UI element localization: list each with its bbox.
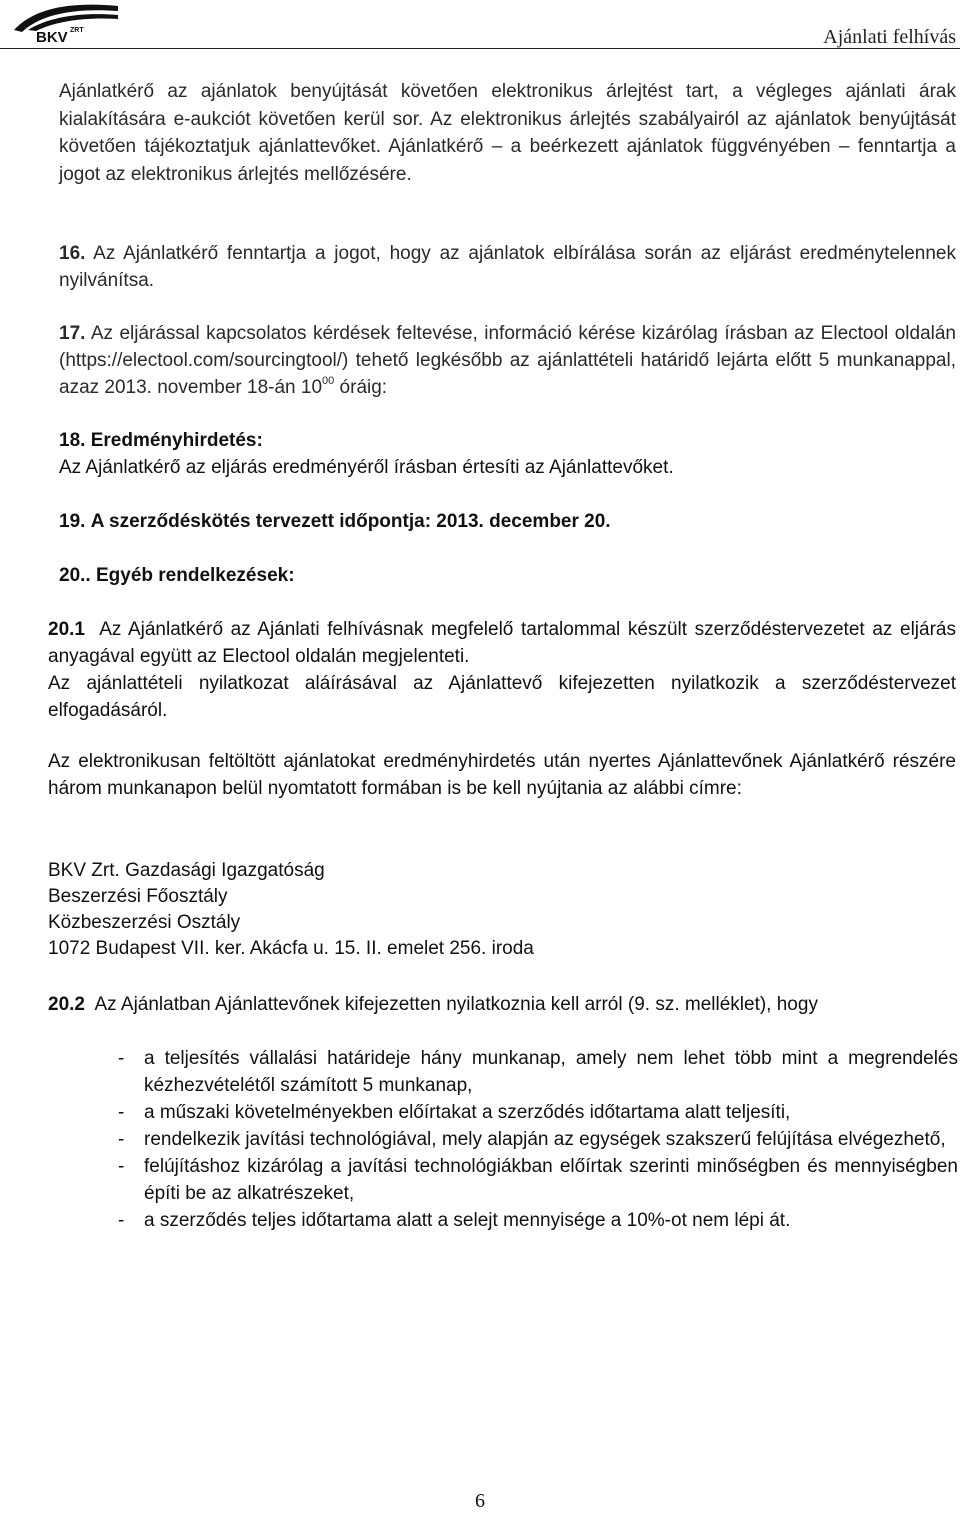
section-19-number: 19. [59,511,86,532]
page-header [0,0,960,56]
list-item: - a műszaki követelményekben előírtakat a szerződés időtartama alatt teljesíti, [118,1102,791,1123]
section-20-number: 20.. [59,565,91,586]
header-divider [0,48,960,49]
declaration-list [48,1045,958,1234]
section-20-2-number: 20.2 [48,994,85,1015]
section-17-number: 17. [59,323,86,344]
section-20-2 [48,991,956,1018]
list-item: - felújításhoz kizárólag a javítási technológiákban előírtak szerinti minőségben és mennyiségben építi be az alkatrészeket, [118,1156,958,1204]
page-number: 6 [475,1490,485,1512]
section-18 [59,427,956,481]
section-18-number: 18. [59,430,86,451]
list-item: - a teljesítés vállalási határideje hány munkanap, amely nem lehet több mint a megrendelés kézhezvételétől számított 5 munkanap, [118,1048,958,1096]
address-line: Beszerzési Főosztály [48,886,228,907]
delivery-paragraph: Az elektronikusan feltöltött ajánlatokat eredményhirdetés után nyertes Ajánlattevőnek Ajánlatkérő részére három munkanapon belül nyomtatott formában is be kell nyújtania az alábbi címre: [48,751,956,799]
section-20-1-number: 20.1 [48,619,85,640]
section-19-text: A szerződéskötés tervezett időpontja: 2013. december 20. [90,511,611,532]
address-line: Közbeszerzési Osztály [48,912,241,933]
list-item: - a szerződés teljes időtartama alatt a selejt mennyisége a 10%-ot nem lépi át. [118,1210,791,1231]
section-20-title: Egyéb rendelkezések: [95,565,295,586]
section-16 [59,240,956,294]
address-line: BKV Zrt. Gazdasági Igazgatóság [48,860,325,881]
section-16-text: Az Ajánlatkérő fenntartja a jogot, hogy az ajánlatok elbírálása során az eljárást eredménytelennek nyilvánítsa. [59,243,956,291]
logo-text: BKV [36,29,68,44]
section-20-2-text: Az Ajánlatban Ajánlattevőnek kifejezetten nyilatkoznia kell arról (9. sz. melléklet), hogy [94,994,818,1015]
section-19 [59,508,956,535]
section-20-1-text: Az Ajánlatkérő az Ajánlati felhívásnak megfelelő tartalommal készült szerződéstervezetet az eljárás anyagával együtt az Electool oldalán megjelenteti. [48,619,956,667]
delivery-address [48,858,534,962]
section-20-1-text2: Az ajánlattételi nyilatkozat aláírásával az Ajánlattevő kifejezetten nyilatkozik a szerződéstervezet elfogadásáról. [48,673,956,721]
list-item: - rendelkezik javítási technológiával, mely alapján az egységek szakszerű felújítása elvégezhető, [118,1129,946,1150]
section-17-sup: 00 [322,375,335,387]
section-17-tail: óráig: [334,377,388,398]
section-17-text: Az eljárással kapcsolatos kérdések feltevése, információ kérése kizárólag írásban az Electool oldalán (https://electool.com/sourcingtool/) tehető legkésőbb az ajánlattételi határidő lejárta előtt 5 munkanappal, azaz 2013. november 18-án 10 [59,323,956,398]
section-18-title: Eredményhirdetés: [90,430,263,451]
section-17 [59,320,956,401]
header-title: Ajánlati felhívás [823,26,956,48]
section-20 [59,562,956,589]
section-18-text: Az Ajánlatkérő az eljárás eredményéről írásban értesíti az Ajánlattevőket. [59,457,674,478]
bkv-logo [6,0,122,44]
intro-paragraph: Ajánlatkérő az ajánlatok benyújtását követően elektronikus árlejtést tart, a végleges ajánlati árak kialakítására e-aukciót követően kerül sor. Az elektronikus árlejtés szabályairól az ajánlatok benyújtását követően tájékoztatjuk ajánlattevőket. Ajánlatkérő – a beérkezett ajánlatok függvényében – fenntartja a jogot az elektronikus árlejtés mellőzésére. [59,81,956,185]
section-16-number: 16. [59,243,86,264]
logo-sup: ZRT [70,27,84,34]
address-line: 1072 Budapest VII. ker. Akácfa u. 15. II. emelet 256. iroda [48,938,534,959]
section-20-1 [48,616,956,724]
